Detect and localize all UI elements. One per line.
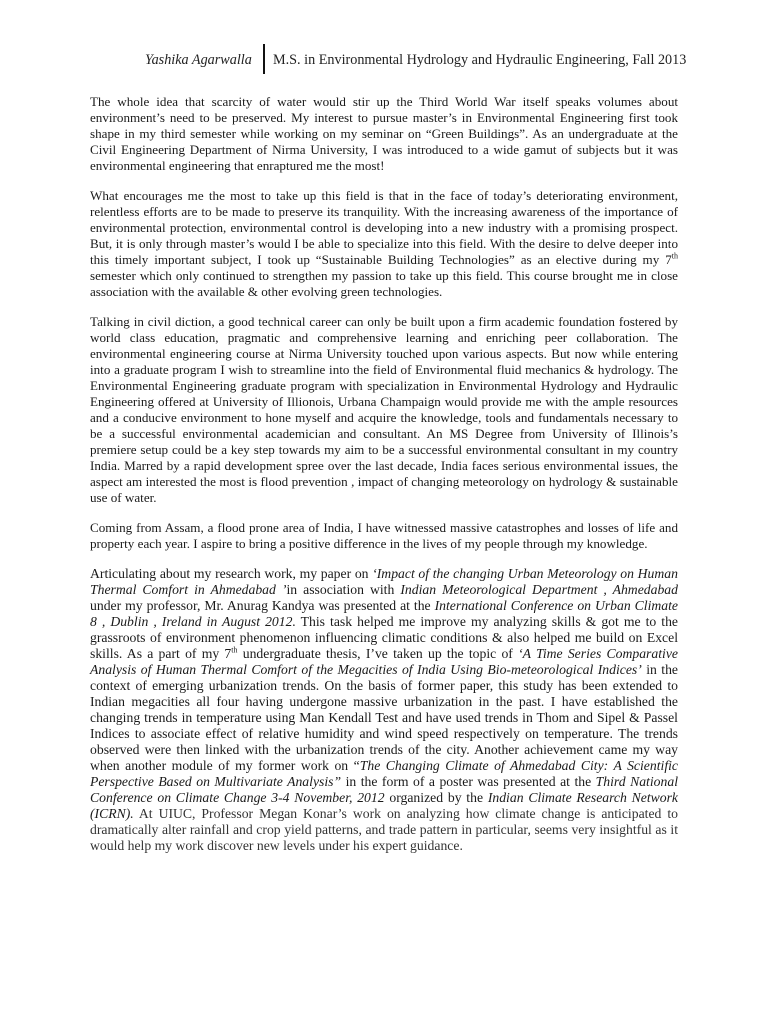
paragraph-text: Articulating about my research work, my paper on — [90, 566, 373, 581]
paragraph-text: At UIUC, Professor Megan Konar’s work on analyzing how climate change is anticipated to dramatically alter rainfall and crop yield patterns, and trade pattern in particular, seems very insightful as it would help my work discover new levels under his expert guidance. — [90, 806, 678, 853]
paragraph-text: This task helped me improve my analyzing skills & got me to the grassroots of environment phenomenon influencing climatic conditions & also helped me build on Excel skills. As a part of my 7 — [90, 614, 678, 661]
paragraph-motivation — [90, 188, 678, 300]
paragraph-text: under my professor, Mr. Anurag Kandya was presented at the — [90, 598, 435, 613]
page-header — [0, 44, 768, 78]
document-body — [90, 94, 678, 868]
paragraph-text: in the form of a poster was presented at the — [341, 774, 596, 789]
superscript: th — [671, 251, 678, 261]
paragraph-text: What encourages me the most to take up this field is that in the face of today’s deteriorating environment, relentless efforts are to be made to preserve its tranquility. With the increasing awareness of the importance of environmental protection, environmental control is developing into a new industry with a promising prospect. But, it is only through master’s would I be able to specialize into this field. With the desire to delve deeper into this timely important subject, I took up “Sustainable Building Technologies” as an elective during my 7 — [90, 188, 678, 267]
paragraph-research — [90, 566, 678, 854]
paragraph-text: semester which only continued to strengthen my passion to take up this field. This course brought me in close association with the available & other evolving green technologies. — [90, 268, 678, 299]
paragraph-intro: The whole idea that scarcity of water would stir up the Third World War itself speaks volumes about environment’s need to be preserved. My interest to pursue master’s in Environmental Engineering first took shape in my third semester while working on my seminar on “Green Buildings”. As an undergraduate at the Civil Engineering Department of Nirma University, I was introduced to a wide gamut of subjects but it was environmental engineering that enraptured me the most! — [90, 94, 678, 173]
paragraph-text: in association with — [286, 582, 401, 597]
paper-title: ‘Impact of the changing Urban Meteorology on Human Thermal Comfort in Ahmedabad ’ — [90, 566, 678, 597]
paragraph-text: undergraduate thesis, I’ve taken up the topic of — [237, 646, 519, 661]
header-author: Yashika Agarwalla — [145, 52, 252, 68]
organization-name: Indian Climate Research Network (ICRN). — [90, 790, 679, 821]
conference-name: International Conference on Urban Climate 8 , Dublin , Ireland in August 2012. — [90, 598, 678, 629]
paragraph-text: organized by the — [384, 790, 488, 805]
conference-name: Third National Conference on Climate Change 3-4 November, 2012 — [90, 774, 678, 805]
superscript: th — [231, 645, 238, 655]
paragraph-text: in the context of emerging urbanization trends. On the basis of former paper, this study has been extended to Indian megacities all four having undergone massive urbanization in the past. I have established the changing trends in temperature using Man Kendall Test and have used trends in Thom and Sipel & Passel Indices to associate effect of relative humidity and wind speed respectively on temperature. The trends observed were then linked with the urbanization trends of the city. Another achievement came my way when another module of my former work on “ — [90, 662, 678, 773]
organization-name: Indian Meteorological Department , Ahmedabad — [400, 582, 678, 597]
header-program: M.S. in Environmental Hydrology and Hydraulic Engineering, Fall 2013 — [273, 52, 687, 68]
paragraph-background: Coming from Assam, a flood prone area of India, I have witnessed massive catastrophes and losses of life and property each year. I aspire to bring a positive difference in the lives of my people through my knowledge. — [90, 520, 678, 551]
thesis-title: ‘A Time Series Comparative Analysis of Human Thermal Comfort of the Megacities of India Using Bio-meteorological Indices’ — [90, 646, 678, 677]
paragraph-career: Talking in civil diction, a good technical career can only be built upon a firm academic foundation fostered by world class education, pragmatic and comprehensive learning and enriching peer collaboration. The environmental engineering course at Nirma University touched upon various aspects. But now while entering into a graduate program I wish to streamline into the field of Environmental fluid mechanics & hydrology. The Environmental Engineering graduate program with specialization in Environmental Hydrology and Hydraulic Engineering offered at University of Illionois, Urbana Champaign would provide me with the ample resources and a conducive environment to hone myself and acquire the knowledge, tools and fundamentals necessary to be a successful environmental academician and consultant. An MS Degree from University of Illinois’s premiere setup could be a key step towards my aim to be a successful environmental consultant in my country India. Marred by a rapid development spree over the last decade, India faces serious environmental issues, the aspect am interested the most is flood prevention , impact of changing meteorology on hydrology & sustainable use of water. — [90, 314, 678, 505]
header-divider — [263, 44, 265, 74]
poster-title: The Changing Climate of Ahmedabad City: A Scientific Perspective Based on Multivariate Analysis” — [90, 758, 679, 789]
